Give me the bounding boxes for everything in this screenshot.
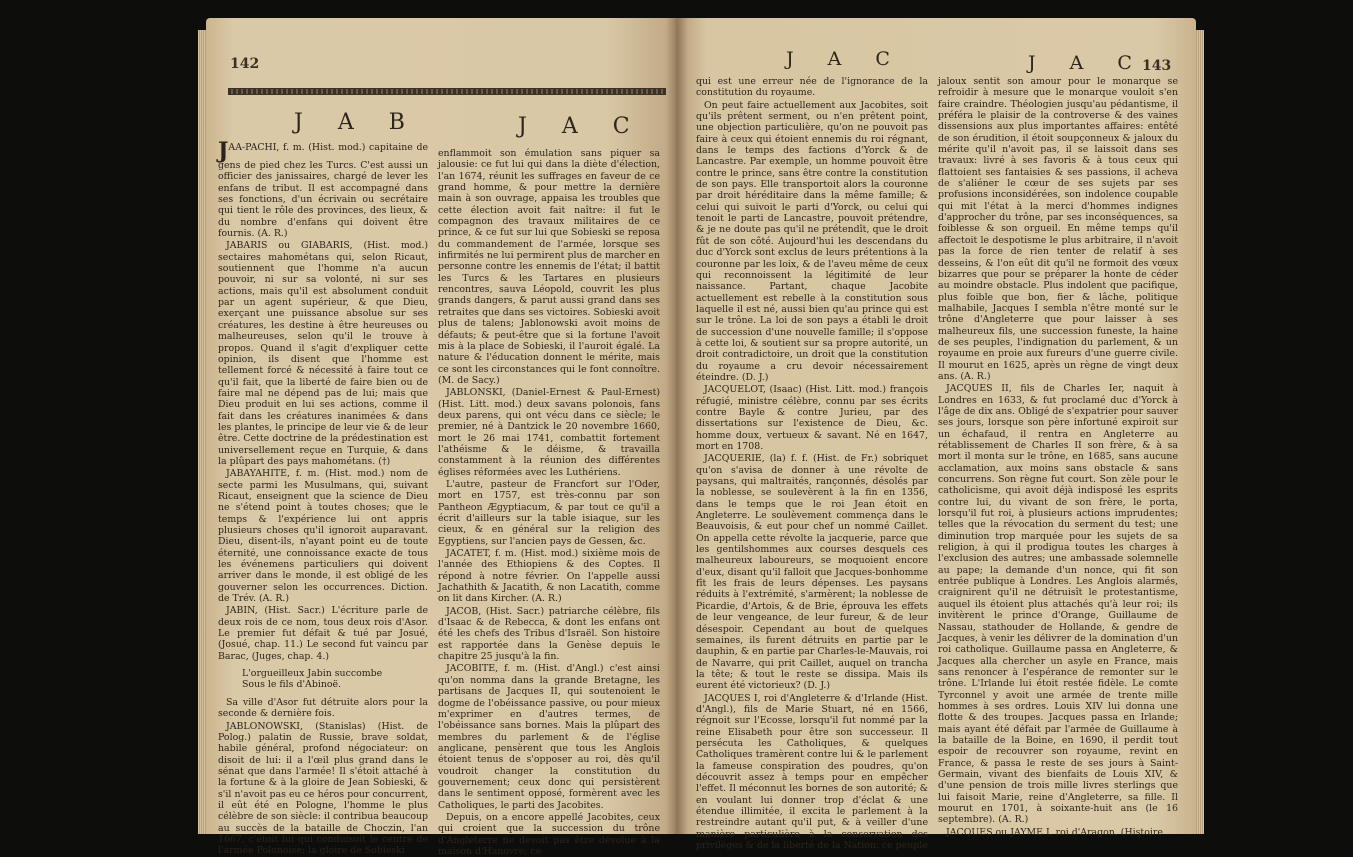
verse-line: L'orgueilleux Jabin succombe: [242, 668, 383, 680]
column-heading-2: J A C: [1028, 52, 1146, 74]
column-heading-2: J A C: [518, 114, 644, 139]
entry-jacques-i: JACQUES I, roi d'Angleterre & d'Irlande (Hist. d'Angl.), fils de Marie Stuart, né en 1566, régnoit sur l'Ecosse, lorsqu'il fut nommé par la reine Elisabeth pour être son successeur. Il persécuta les Catholiques, & quelques Catholiques tramèrent contre lui & le parlement la fameuse conspiration des poudres, qu'on découvrit assez à temps pour en empêcher l'effet. Il méconnut les bornes de son autorité; & en voulant lui donner trop d'éclat & une étendue illimitée, il excita le parlement à la restreindre autant qu'il put, & à veiller d'une manière particulière à la conservation des privilèges & de la liberté de la Nation: ce peuple: [696, 692, 928, 852]
page-number: 142: [230, 56, 260, 72]
right-page: [676, 18, 1196, 852]
entry-jacob: JACOB, (Hist. Sacr.) patriarche célèbre, fils d'Isaac & de Rebecca, & dont les enfans ont été les chefs des Tribus d'Israël. Son histoire est rapportée dans la Genèse depuis le chapitre 25 jusqu'à la fin.: [438, 605, 660, 663]
column-heading-1: J A C: [786, 48, 904, 70]
right-column-2: [938, 76, 1178, 838]
entry-jabaris: JABARIS ou GIABARIS, (Hist. mod.) sectaires mahométans qui, selon Ricaut, soutiennent que l'homme n'a aucun pouvoir, ni sur sa volonté, ni sur ses actions, mais qu'il est absolument conduit par un agent supérieur, & que Dieu, exerçant une puissance absolue sur ses créatures, les destine à être heureuses ou malheureuses, selon qu'il le trouve à propos. Quand il s'agit d'expliquer cette opinion, ils disent que l'homme est tellement forcé & nécessité à faire tout ce qu'il fait, que la liberté de faire bien ou de faire mal ne dépend pas de lui; mais que Dieu produit en lui ses actions, comme il fait dans les créatures inanimées & dans les plantes, le principe de leur vie & de leur être. Cette doctrine de la prédestination est universellement reçue en Turquie, & dans la plûpart des pays mahométans. (†): [218, 240, 428, 467]
book-gutter: [666, 18, 688, 834]
verse-line: Sous le fils d'Abinoë.: [242, 679, 342, 691]
entry-jacques-ii: JACQUES II, fils de Charles Ier, naquit à Londres en 1633, & fut proclamé duc d'Yorck à l'âge de dix ans. Obligé de s'expatrier pour sauver ses jours, lorsque son père infortuné expiroit sur un échafaud, il rentra en Angleterre au rétablissement de Charles II son frère, & à sa mort il monta sur le trône, en 1685, sans aucune acclamation, aux moins sans obstacle & sans concurrens. Son règne fut court. Son zèle pour le catholicisme, qui avoit déjà indisposé les esprits contre lui, du vivant de son frère, le porta, lorsqu'il fut roi, à plusieurs actions imprudentes; telles que la révocation du serment du test; une diminution trop marquée pour les sujets de sa religion, à qui il prodigua toutes les charges à l'exclusion des autres; une ambassade solemnelle au pape; la demande d'un nonce, qui fit son entrée publique à Londres. Les Anglois alarmés, craignirent qu'il ne détruisît le protestantisme, auquel ils étoient plus attachés qu'à leur roi; ils invitèrent le prince d'Orange, Guillaume de Nassau, stathouder de Hollande, & gendre de Jacques, à venir les délivrer de la domination d'un roi catholique. Guillaume passa en Angleterre, & Jacques alla chercher un asyle en France, mais sans renoncer à l'espérance de remonter sur le trône. L'Irlande lui étoit restée fidèle. Le comte Tyrconnel y avoit une armée de trente mille hommes à ses ordres. Louis XIV lui donna une flotte & des troupes. Jacques passa en Irlande; mais ayant été défait par l'armée de Guillaume à la bataille de la Boine, en 1690, il perdit tout espoir de recouvrer son royaume, revint en France, & passa le reste de ses jours à Saint-Germain, vivant des bienfaits de Louis XIV, & d'une pension de trois mille livres sterlings que lui faisoit Marie, reine d'Angleterre, sa fille. Il mourut en 1701, à soixante-huit ans (le 16 septembre). (A. R.): [938, 383, 1178, 826]
entry-jacques-jayme: JACQUES ou JAYME I, roi d'Aragon, (Histoire: [946, 826, 1163, 838]
header-rule: [228, 88, 666, 95]
page-number: 143: [1142, 58, 1172, 74]
entry-text: jaloux sentit son amour pour le monarque se refroidir à mesure que le monarque vouloit s'en faire craindre. Théologien jusqu'au pédantisme, il préféra le plaisir de la controverse & des vaines dissensions aux plus importantes affaires: entêté de son érudition, il étoit soupçonneux & jaloux du mérite qu'il n'avoit pas, il se laissoit dans ses travaux: livré à ses favoris & à tous ceux qui flattoient ses fantaisies & ses passions, il acheva de s'aliéner le cœur de ses sujets par ses profusions inconsidérées, son indolence coupable qui mit l'état à la merci d'hommes indignes d'approcher du trône, par ses inconséquences, sa foiblesse & son orgueil. En même temps qu'il affectoit le despotisme le plus arbitraire, il n'avoit pas la force de rien tenter de relatif à ses desseins, & l'on eût dit qu'il ne formoit des vœux bizarres que pour se préparer la honte de céder au moindre obstacle. Plus indolent que pacifique, plus foible que bon, fier & lâche, politique malhabile, Jacques I sembla n'être monté sur le trône d'Angleterre que pour laisser à ses malheureux fils, une succession funeste, la haine de ses peuples, l'indignation du parlement, & un royaume en proie aux fureurs d'une guerre civile. Il mourut en 1625, après un règne de vingt deux ans. (A. R.): [938, 76, 1178, 382]
entry-text: Sa ville d'Asor fut détruite alors pour la seconde & dernière fois.: [218, 696, 428, 720]
right-column-1: [696, 76, 928, 852]
page-edges-left: [198, 30, 206, 834]
entry-jablonski: JABLONSKI, (Daniel-Ernest & Paul-Ernest) (Hist. Litt. mod.) deux savans polonois, fans deux parens, qui ont vécu dans ce siècle; le premier, né à Dantzick le 20 novembre 1660, mort le 26 mai 1741, combattit fortement l'athéisme & le déisme, & travailla constamment à la réunion des différentes églises réformées avec les Luthériens.: [438, 387, 660, 478]
entry-jabayahite: JABAYAHITE, f. m. (Hist. mod.) nom de secte parmi les Musulmans, qui, suivant Ricaut, enseignent que la science de Dieu ne s'étend point à toutes choses; que le temps & l'expérience lui ont appris plusieurs choses qu'il ignoroit auparavant. Dieu, disent-ils, n'ayant point eu de toute éternité, une connoissance exacte de tous les événemens particuliers qui doivent arriver dans le monde, il est obligé de les gouverner selon les occurrences. Diction. de Trév. (A. R.): [218, 468, 428, 605]
left-page: [206, 18, 676, 857]
entry-jaa-pachi: [218, 138, 428, 240]
entry-jacatet: JACATET, f. m. (Hist. mod.) sixième mois de l'année des Ethiopiens & des Coptes. Il répond à notre février. On l'appelle aussi Jachathith & Jacatith, & non Lacatith, comme on lit dans Kircher. (A. R.): [438, 548, 660, 605]
entry-jacquelot: JACQUELOT, (Isaac) (Hist. Litt. mod.) françois réfugié, ministre célèbre, connu par ses écrits contre Bayle & contre Jurieu, par des dissertations sur l'existence de Dieu, &c. homme doux, vertueux & savant. Né en 1647, mort en 1708.: [696, 384, 928, 452]
left-column-1: [218, 138, 428, 857]
entry-text: L'autre, pasteur de Francfort sur l'Oder, mort en 1757, est très-connu par son Pantheon Ægyptiacum, & par tout ce qu'il a écrit d'ailleurs sur la table isiaque, sur les cieux, & en général sur la religion des Egyptiens, sur l'ancien pays de Gessen, &c.: [438, 478, 660, 547]
entry-text: AA-PACHI, f. m. (Hist. mod.) capitaine de gens de pied chez les Turcs. C'est aussi un officier des janissaires, chargé de lever les enfans de tribut. Il est accompagné dans ses fonctions, d'un écrivain ou secrétaire qui tient le rôle des provinces, des lieux, & du nombre d'enfans qui doivent être fournis. (A. R.): [218, 142, 428, 240]
entry-text: enflammoit son émulation sans piquer sa jalousie: ce fut lui qui dans la diète d'élection, l'an 1674, réunit les suffrages en faveur de ce grand homme, & pour mettre la dernière main à son ouvrage, appaisa les troubles que cette élection avoit fait naître: il fut le compagnon des travaux militaires de ce prince, & ce fut sur lui que Sobieski se reposa du commandement de l'armée, lorsque ses infirmités ne lui permirent plus de marcher en personne contre les ennemis de l'état; il battit les Turcs & les Tartares en plusieurs rencontres, sauva Léopold, couvrit les plus grands dangers, & parut aussi grand dans ses retraites que dans ses victoires. Sobieski avoit plus de talens; Jablonowski avoit moins de défauts; & peut-être que si la fortune l'avoit mis à la place de Sobieski, il l'auroit égalé. La nature & l'éducation donnent le mérite, mais ce sont les circonstances qui le font connoître. (M. de Sacy.): [438, 148, 660, 386]
entry-jacquerie: JACQUERIE, (la) f. f. (Hist. de Fr.) sobriquet qu'on s'avisa de donner à une révolte de paysans, qui maltraités, rançonnés, désolés par la noblesse, se soulevèrent à la fin en 1356, dans le temps que le roi Jean étoit en Angleterre. Le soulèvement commença dans le Beauvoisis, & eut pour chef un nommé Caillet. On appella cette révolte la jacquerie, parce que les gentilshommes aux courses desquels ces malheureux laboureurs, se moquoient encore d'eux, disant qu'il falloit que Jacques-bonhomme fît les frais de leurs dépenses. Les paysans réduits à l'extrémité, s'armèrent; la noblesse de Picardie, d'Artois, & de Brie, éprouva les effets de leur vengeance, de leur fureur, & de leur désespoir. Cependant au bout de quelques semaines, ils furent détruits en partie par le dauphin, & en partie par Charles-le-Mauvais, roi de Navarre, qui prit Caillet, auquel on trancha la tête; & tout le reste se dissipa. Mais ils eurent été victorieux? (D. J.): [696, 453, 928, 692]
entry-jablonowski: JABLONOWSKI, (Stanislas) (Hist. de Polog.) palatin de Russie, brave soldat, habile général, profond négociateur: on disoit de lui: il a l'œil plus grand dans le sénat que dans l'armée! Il s'étoit attaché à la fortune & à la gloire de Jean Sobieski, & s'il n'avoit pas eu ce héros pour concurrent, il eût été en Pologne, l'homme le plus célèbre de son siècle: il contribua beaucoup au succès de la bataille de Choczin, l'an 1667, c'étoit lui qui conduisoit le centre de l'armée Polonoise; la gloire de Sobieski: [218, 720, 428, 857]
page-edges-right: [1196, 30, 1204, 834]
left-column-2: [438, 148, 660, 857]
column-heading-1: J A B: [294, 110, 419, 135]
entry-text: qui est une erreur née de l'ignorance de la constitution du royaume.: [696, 76, 928, 99]
entry-text: Depuis, on a encore appellé Jacobites, ceux qui croient que la succession du trône d'Angleterre ne devoit pas être dévolue à la maison d'Hanovre; ce: [438, 811, 660, 857]
drop-cap: J: [218, 138, 229, 164]
entry-jacobite: JACOBITE, f. m. (Hist. d'Angl.) c'est ainsi qu'on nomma dans la grande Bretagne, les partisans de Jacques II, qui soutenoient le dogme de l'obéissance passive, ou pour mieux m'exprimer en d'autres termes, de l'obéissance sans bornes. Mais la plûpart des membres du parlement & de l'église anglicane, pensèrent que tous les Anglois étoient tenus de s'opposer au roi, dès qu'il voudroit changer la constitution du gouvernement; ceux donc qui persistèrent dans le sentiment opposé, formèrent avec les Catholiques, le parti des Jacobites.: [438, 663, 660, 811]
entry-jabin: JABIN, (Hist. Sacr.) L'écriture parle de deux rois de ce nom, tous deux rois d'Asor. Le premier fut défait & tué par Josué, (Josué, chap. 11.) Le second fut vaincu par Barac, (Juges, chap. 4.): [218, 605, 428, 662]
entry-text: On peut faire actuellement aux Jacobites, soit qu'ils prêtent serment, ou n'en prêtent point, une objection particulière, qu'on ne pouvoit pas faire à ceux qui étoient ennemis du roi régnant, dans le temps des factions d'Yorck & de Lancastre. Par exemple, un homme pouvoit être contre le prince, sans être contre la constitution de son pays. Elle transportoit alors la couronne par droit héréditaire dans la même famille; & celui qui suivoit le parti d'Yorck, ou celui qui tenoit le parti de Lancastre, pouvoit prétendre, & je ne doute pas qu'il ne prétendît, que le droit fût de son côté. Aujourd'hui les descendans du duc d'Yorck sont exclus de leurs prétentions à la couronne par les loix, & de l'aveu même de ceux qui reconnoissent la légitimité de leur naissance. Partant, chaque Jacobite actuellement est rebelle à la constitution sous laquelle il est né, aussi bien qu'au prince qui est sur le trône. La loi de son pays a établi le droit de succession d'une nouvelle famille; il s'oppose à cette loi, & soutient sur sa propre autorité, un droit contradictoire, un droit que la constitution du royaume a cru devoir nécessairement éteindre. (D. J.): [696, 99, 928, 383]
